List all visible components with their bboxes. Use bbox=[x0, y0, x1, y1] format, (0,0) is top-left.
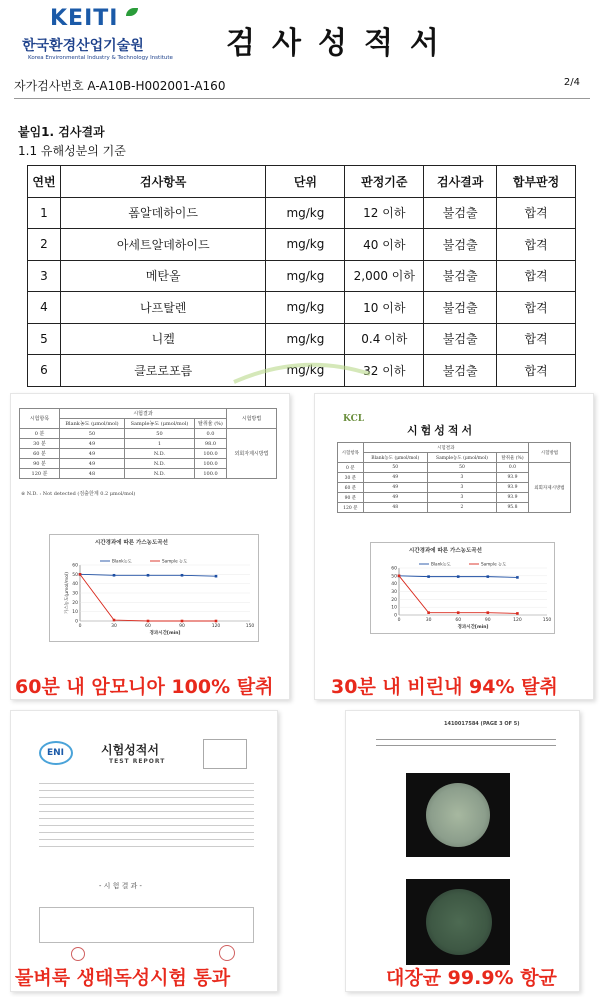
data-point bbox=[113, 574, 116, 577]
y-tick-label: 40 bbox=[391, 582, 397, 588]
column-header: Blank농도 (μmol/mol) bbox=[363, 453, 427, 463]
y-tick-label: 30 bbox=[391, 590, 397, 595]
table-cell: 100.0 bbox=[194, 449, 226, 459]
column-header: 시험방법 bbox=[528, 443, 570, 463]
table-cell: 합격 bbox=[497, 197, 576, 229]
data-point bbox=[516, 576, 519, 579]
y-tick-label: 60 bbox=[391, 566, 397, 572]
document-title: 검사성적서 bbox=[226, 26, 456, 61]
ammonia-test-scan bbox=[10, 393, 290, 700]
x-axis-label: 경과시간[min] bbox=[457, 625, 489, 630]
section-title: 붙임1. 검사결과 bbox=[18, 125, 105, 139]
data-point bbox=[487, 575, 490, 578]
table-cell: N.D. bbox=[124, 459, 194, 469]
control-dish-photo bbox=[406, 773, 510, 857]
stamp-icon bbox=[219, 945, 235, 961]
table-cell: 3 bbox=[427, 473, 496, 483]
logo-korean-name: 한국환경산업기술원 bbox=[22, 38, 144, 54]
table-cell: 불검출 bbox=[424, 229, 497, 261]
data-point bbox=[457, 611, 460, 614]
table-cell: 93.9 bbox=[497, 483, 529, 493]
table-cell: 2 bbox=[28, 229, 61, 261]
table-cell: 50 bbox=[363, 463, 427, 473]
data-point bbox=[427, 575, 430, 578]
column-header: Sample농도 (μmol/mol) bbox=[124, 419, 194, 429]
data-point bbox=[113, 619, 116, 622]
table-cell: 아세트알데하이드 bbox=[60, 229, 266, 261]
table-cell: mg/kg bbox=[266, 260, 345, 292]
column-header: 검사항목 bbox=[60, 166, 266, 198]
column-header: 연번 bbox=[28, 166, 61, 198]
column-header: 탈취율 (%) bbox=[497, 453, 529, 463]
table-cell: 95.8 bbox=[497, 503, 529, 513]
report-info-lines bbox=[39, 777, 254, 853]
table-row bbox=[28, 229, 576, 261]
column-header: 판정기준 bbox=[345, 166, 424, 198]
y-tick-label: 10 bbox=[391, 605, 397, 611]
data-point bbox=[79, 573, 82, 576]
data-point bbox=[147, 620, 150, 623]
leaf-icon bbox=[126, 8, 138, 16]
divider bbox=[14, 98, 590, 99]
table-cell: 메탄올 bbox=[60, 260, 266, 292]
report-title-en: TEST REPORT bbox=[109, 758, 166, 765]
y-tick-label: 20 bbox=[72, 600, 78, 606]
table-cell: 50 bbox=[124, 429, 194, 439]
table-cell: 합격 bbox=[497, 229, 576, 261]
data-point bbox=[487, 611, 490, 614]
legend-label: Blank농도 bbox=[431, 561, 451, 567]
x-axis-label: 경과시간[min] bbox=[149, 631, 181, 636]
x-tick-label: 90 bbox=[484, 618, 491, 623]
table-cell: 50 bbox=[427, 463, 496, 473]
table-cell: 합격 bbox=[497, 260, 576, 292]
panel-caption: 60분 내 암모니아 100% 탈취 bbox=[15, 676, 274, 698]
chart-title: 시간경과에 따른 가스농도곡선 bbox=[95, 540, 168, 546]
table-cell: 40 이하 bbox=[345, 229, 424, 261]
document-meta bbox=[14, 77, 580, 95]
doc-number-label: 자가검사번호 bbox=[14, 79, 84, 93]
table-cell: 120 분 bbox=[20, 469, 60, 479]
table-cell: 32 이하 bbox=[345, 355, 424, 387]
table-cell: 100.0 bbox=[194, 469, 226, 479]
table-cell: 클로로포름 bbox=[60, 355, 266, 387]
table-cell: 2 bbox=[427, 503, 496, 513]
page-number: 2/4 bbox=[563, 77, 580, 88]
table-cell: 나프탈렌 bbox=[60, 292, 266, 324]
petri-dish bbox=[426, 783, 490, 847]
report-title-kr: 시험성적서 bbox=[101, 743, 159, 757]
table-cell: 60 분 bbox=[20, 449, 60, 459]
y-tick-label: 60 bbox=[72, 563, 78, 569]
table-cell: 1 bbox=[28, 197, 61, 229]
panel-caption: 물벼룩 생태독성시험 통과 bbox=[15, 967, 231, 989]
table-cell: 49 bbox=[363, 483, 427, 493]
keiti-logo bbox=[22, 6, 212, 68]
table-cell: 0 분 bbox=[338, 463, 364, 473]
y-tick-label: 50 bbox=[391, 574, 397, 580]
table-row bbox=[28, 323, 576, 355]
data-point bbox=[181, 620, 184, 623]
legend-label: Sample 농도 bbox=[481, 561, 507, 567]
table-cell: mg/kg bbox=[266, 197, 345, 229]
x-tick-label: 30 bbox=[111, 624, 117, 629]
table-cell: 12 이하 bbox=[345, 197, 424, 229]
column-header: 시험방법 bbox=[227, 409, 277, 429]
table-cell: 3 bbox=[28, 260, 61, 292]
table-cell: mg/kg bbox=[266, 229, 345, 261]
table-cell: 90 분 bbox=[338, 493, 364, 503]
divider bbox=[376, 739, 556, 740]
x-tick-label: 60 bbox=[145, 624, 151, 629]
y-tick-label: 50 bbox=[72, 572, 78, 578]
x-tick-label: 0 bbox=[397, 618, 401, 623]
data-point bbox=[398, 575, 401, 578]
table-cell: 90 분 bbox=[20, 459, 60, 469]
x-tick-label: 120 bbox=[513, 618, 522, 623]
table-cell: 5 bbox=[28, 323, 61, 355]
legend-label: Blank농도 bbox=[112, 558, 132, 564]
data-point bbox=[181, 574, 184, 577]
series-line bbox=[80, 574, 216, 621]
table-cell: 48 bbox=[363, 503, 427, 513]
table-cell: 0.4 이하 bbox=[345, 323, 424, 355]
table-cell: 니켈 bbox=[60, 323, 266, 355]
table-cell: 50 bbox=[60, 429, 125, 439]
logo-text: KEITI bbox=[50, 6, 119, 31]
column-header: Sample농도 (μmol/mol) bbox=[427, 453, 496, 463]
table-cell: 4 bbox=[28, 292, 61, 324]
table-cell: 49 bbox=[60, 459, 125, 469]
kcl-logo: KCL bbox=[343, 414, 365, 424]
table-cell: 불검출 bbox=[424, 260, 497, 292]
report-header bbox=[0, 0, 600, 72]
table-cell: 49 bbox=[363, 473, 427, 483]
panel-caption: 대장균 99.9% 항균 bbox=[386, 967, 557, 989]
y-tick-label: 0 bbox=[394, 613, 397, 619]
y-tick-label: 40 bbox=[72, 582, 78, 588]
column-header: 시험결과 bbox=[60, 409, 227, 419]
table-cell: 93.9 bbox=[497, 493, 529, 503]
ecoli-test-scan bbox=[345, 710, 580, 992]
table-cell: 불검출 bbox=[424, 355, 497, 387]
table-row bbox=[28, 260, 576, 292]
table-cell: 49 bbox=[60, 449, 125, 459]
chart-plot bbox=[371, 543, 554, 631]
doc-number: A-A10B-H002001-A160 bbox=[87, 79, 226, 93]
table-header-row bbox=[28, 166, 576, 198]
table-cell: 합격 bbox=[497, 323, 576, 355]
table-cell: N.D. bbox=[124, 469, 194, 479]
nd-note: ※ N.D. : Not detected (검출한계 0.2 μmol/mol) bbox=[21, 491, 136, 497]
table-cell: 10 이하 bbox=[345, 292, 424, 324]
table-cell: 1 bbox=[124, 439, 194, 449]
ammonia-chart bbox=[49, 534, 259, 642]
column-header: 검사결과 bbox=[424, 166, 497, 198]
table-cell: 외회자제시방법 bbox=[528, 463, 570, 513]
watermark-swoosh bbox=[232, 356, 372, 386]
table-cell: 불검출 bbox=[424, 197, 497, 229]
column-header: Blank농도 (μmol/mol) bbox=[60, 419, 125, 429]
table-cell: 외회자제시방법 bbox=[227, 429, 277, 479]
table-cell: 불검출 bbox=[424, 292, 497, 324]
table-cell: 합격 bbox=[497, 355, 576, 387]
y-tick-label: 0 bbox=[75, 619, 78, 625]
result-heading: - 시 험 결 과 - bbox=[99, 882, 142, 890]
panel-caption: 30분 내 비린내 94% 탈취 bbox=[331, 676, 558, 698]
column-header: 합부판정 bbox=[497, 166, 576, 198]
data-point bbox=[427, 611, 430, 614]
fishy-odor-chart bbox=[370, 542, 555, 634]
chart-title: 시간경과에 따른 가스농도곡선 bbox=[409, 548, 482, 554]
table-cell: 0.0 bbox=[497, 463, 529, 473]
table-cell: 49 bbox=[60, 439, 125, 449]
data-point bbox=[147, 574, 150, 577]
sample-dish-photo bbox=[406, 879, 510, 965]
data-point bbox=[215, 620, 218, 623]
petri-dish bbox=[426, 889, 492, 955]
column-header: 탈취율 (%) bbox=[194, 419, 226, 429]
table-cell: 0.0 bbox=[194, 429, 226, 439]
table-row bbox=[28, 292, 576, 324]
data-point bbox=[516, 612, 519, 615]
table-cell: 폼알데하이드 bbox=[60, 197, 266, 229]
x-tick-label: 60 bbox=[455, 618, 462, 623]
table-cell: 48 bbox=[60, 469, 125, 479]
ammonia-result-table bbox=[19, 408, 277, 479]
data-point bbox=[457, 575, 460, 578]
report-number-box bbox=[203, 739, 247, 769]
table-cell: 합격 bbox=[497, 292, 576, 324]
series-line bbox=[399, 576, 517, 614]
result-box bbox=[39, 907, 254, 943]
daphnia-test-scan bbox=[10, 710, 278, 992]
table-row bbox=[28, 197, 576, 229]
table-cell: mg/kg bbox=[266, 292, 345, 324]
table-cell: mg/kg bbox=[266, 323, 345, 355]
table-cell: 0 분 bbox=[20, 429, 60, 439]
y-axis-label: 가스농도(μmol/mol) bbox=[65, 571, 70, 615]
table-cell: 3 bbox=[427, 483, 496, 493]
divider bbox=[376, 745, 556, 746]
x-tick-label: 150 bbox=[542, 618, 552, 623]
table-cell: 30 분 bbox=[20, 439, 60, 449]
column-header: 시험항목 bbox=[338, 443, 364, 463]
table-cell: 49 bbox=[363, 493, 427, 503]
x-tick-label: 30 bbox=[425, 618, 432, 623]
column-header: 단위 bbox=[266, 166, 345, 198]
table-cell: 93.9 bbox=[497, 473, 529, 483]
x-tick-label: 0 bbox=[78, 624, 82, 629]
chart-plot bbox=[50, 535, 258, 639]
table-cell: 60 분 bbox=[338, 483, 364, 493]
x-tick-label: 120 bbox=[211, 624, 221, 629]
eni-logo: ENI bbox=[47, 748, 65, 758]
report-page-header: 1410017584 (PAGE 3 OF 5) bbox=[444, 721, 520, 727]
y-tick-label: 20 bbox=[391, 597, 397, 603]
table-cell: 120 분 bbox=[338, 503, 364, 513]
section-subtitle: 1.1 유해성분의 기준 bbox=[18, 144, 126, 158]
x-tick-label: 90 bbox=[179, 624, 185, 629]
fishy-odor-test-scan bbox=[314, 393, 594, 700]
y-tick-label: 30 bbox=[72, 591, 78, 597]
y-tick-label: 10 bbox=[72, 610, 78, 616]
table-cell: 불검출 bbox=[424, 323, 497, 355]
stamp-icon bbox=[71, 947, 85, 961]
table-cell: 98.0 bbox=[194, 439, 226, 449]
table-cell: 2,000 이하 bbox=[345, 260, 424, 292]
column-header: 시험결과 bbox=[363, 443, 528, 453]
report-title: 시험성적서 bbox=[407, 424, 476, 437]
table-cell: 30 분 bbox=[338, 473, 364, 483]
x-tick-label: 150 bbox=[245, 624, 255, 629]
data-point bbox=[215, 575, 218, 578]
table-cell: mg/kg bbox=[266, 355, 345, 387]
column-header: 시험항목 bbox=[20, 409, 60, 429]
fishy-odor-result-table bbox=[337, 442, 571, 513]
table-cell: N.D. bbox=[124, 449, 194, 459]
logo-english-name: Korea Environmental Industry & Technology Institute bbox=[28, 55, 173, 61]
table-cell: 3 bbox=[427, 493, 496, 503]
table-cell: 6 bbox=[28, 355, 61, 387]
table-cell: 100.0 bbox=[194, 459, 226, 469]
inspection-result-table bbox=[27, 165, 576, 387]
legend-label: Sample 농도 bbox=[162, 558, 188, 564]
